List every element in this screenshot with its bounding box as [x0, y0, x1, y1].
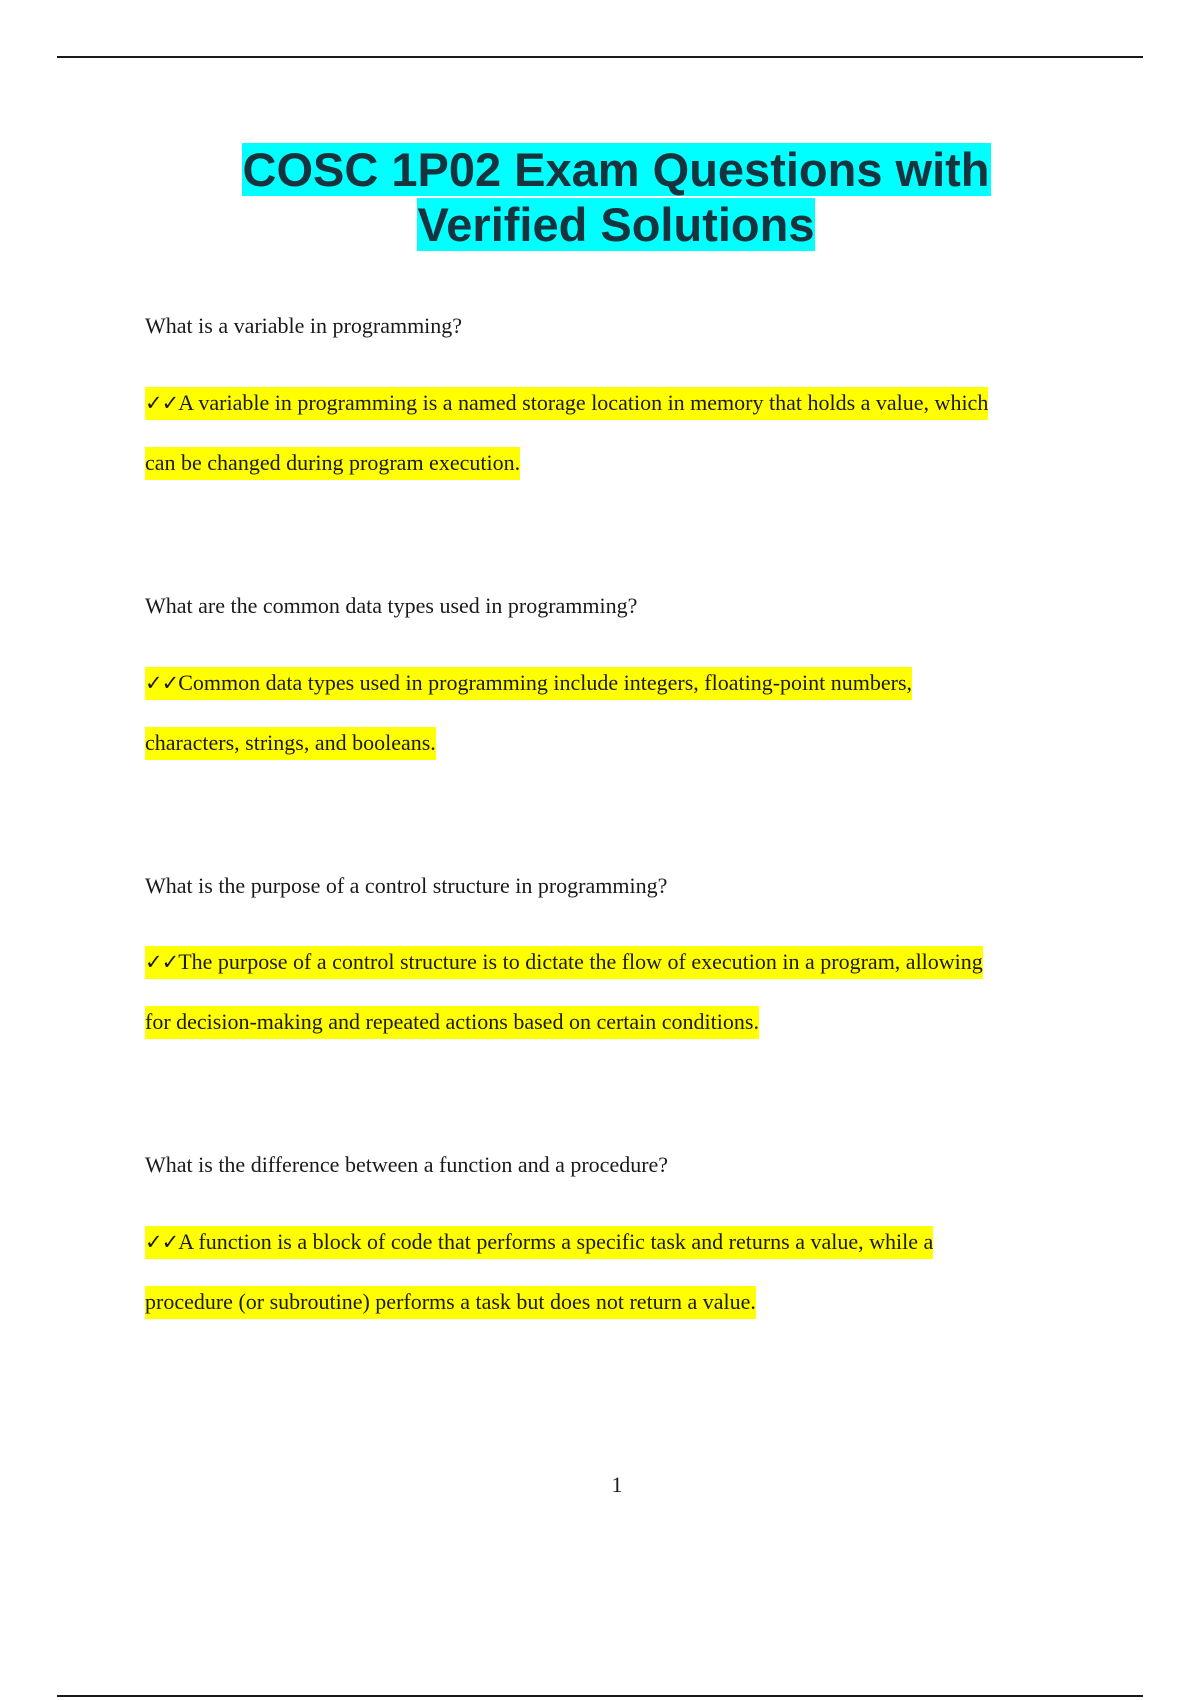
answer-1-line-2: can be changed during program execution. [145, 447, 520, 480]
answer-1 [145, 373, 1085, 493]
answer-2-line-1: Common data types used in programming include integers, floating-point numbers, [178, 670, 913, 695]
question-1: What is a variable in programming? [145, 313, 463, 338]
double-check-icon: ✓✓ [145, 391, 179, 415]
title-line-2: Verified Solutions [417, 198, 815, 251]
question-2: What are the common data types used in programming? [145, 593, 638, 618]
double-check-icon: ✓✓ [145, 671, 179, 695]
answer-2 [145, 653, 1085, 773]
top-rule [57, 56, 1143, 58]
bottom-rule [57, 1695, 1143, 1697]
answer-3-line-1: The purpose of a control structure is to dictate the flow of execution in a program, allowing [178, 949, 983, 974]
answer-4-line-1: A function is a block of code that performs a specific task and returns a value, while a [178, 1229, 934, 1254]
double-check-icon: ✓✓ [145, 950, 179, 974]
document-title [0, 142, 1200, 252]
answer-3 [145, 932, 1085, 1052]
double-check-icon: ✓✓ [145, 1230, 179, 1254]
answer-4-line-2: procedure (or subroutine) performs a task but does not return a value. [145, 1286, 756, 1319]
question-3: What is the purpose of a control structure in programming? [145, 873, 668, 898]
answer-1-line-1: A variable in programming is a named storage location in memory that holds a value, which [178, 390, 989, 415]
answer-3-line-2: for decision-making and repeated actions based on certain conditions. [145, 1006, 759, 1039]
title-line-1: COSC 1P02 Exam Questions with [242, 143, 990, 196]
answer-4 [145, 1212, 1085, 1332]
question-4: What is the difference between a function and a procedure? [145, 1152, 669, 1177]
page-number: 1 [611, 1472, 623, 1497]
answer-2-line-2: characters, strings, and booleans. [145, 727, 436, 760]
